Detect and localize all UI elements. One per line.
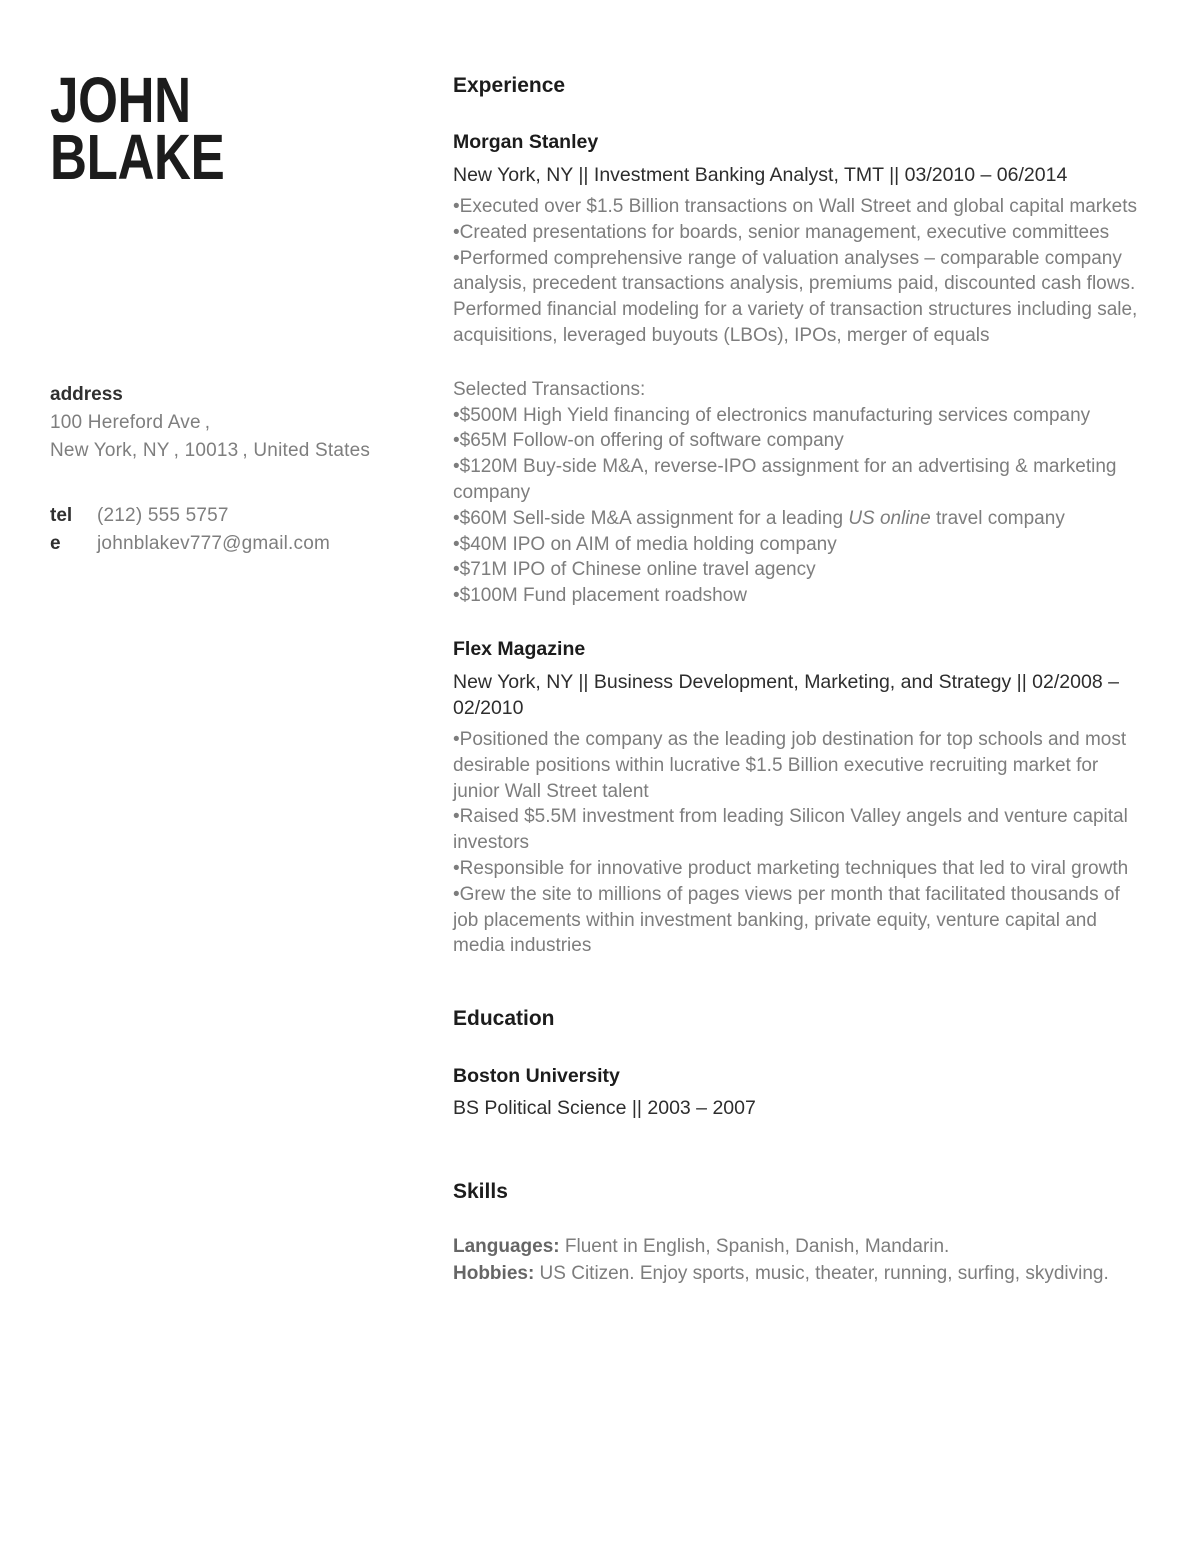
bullet-item: • $120M Buy-side M&A, reverse-IPO assignment for an advertising & marketing company	[453, 454, 1143, 506]
address-line-1: 100 Hereford Ave ,	[50, 412, 211, 433]
hobbies-line	[453, 1261, 1143, 1288]
bullet-item: • $65M Follow-on offering of software company	[453, 428, 1143, 454]
email-value: johnblakev777@gmail.com	[97, 533, 331, 554]
company-name: Morgan Stanley	[453, 131, 599, 153]
bullet-list	[453, 194, 1143, 349]
bullet-item: • Created presentations for boards, senior management, executive committees	[453, 220, 1143, 246]
transactions-bullet-list	[453, 403, 1143, 609]
school-name: Boston University	[453, 1065, 620, 1088]
bullet-list	[453, 727, 1143, 959]
address-label: address	[50, 384, 123, 405]
company-name: Flex Magazine	[453, 637, 586, 660]
first-name: JOHN	[50, 64, 191, 136]
hobbies-value: US Citizen. Enjoy sports, music, theater, running, surfing, skydiving.	[534, 1262, 1109, 1284]
bullet-item: • $500M High Yield financing of electronics manufacturing services company	[453, 403, 1143, 429]
job-entry-flex-magazine	[453, 636, 1143, 959]
last-name: BLAKE	[50, 121, 225, 193]
bullet-item: • Executed over $1.5 Billion transactions on Wall Street and global capital markets	[453, 194, 1143, 220]
phone-row	[50, 502, 420, 530]
contact-rows	[50, 502, 420, 558]
languages-line	[453, 1234, 1143, 1261]
bullet-item: • Positioned the company as the leading job destination for top schools and most desirable positions within lucrative $1.5 Billion executive recruiting market for junior Wall Street talent	[453, 727, 1143, 804]
bullet-item: • $100M Fund placement roadshow	[453, 583, 1143, 609]
address-line-2: New York, NY , 10013 , United States	[50, 440, 371, 461]
job-entry-morgan-stanley	[453, 129, 1143, 609]
job-meta: New York, NY || Investment Banking Analyst, TMT || 03/2010 – 06/2014	[453, 164, 1068, 186]
phone-label: tel	[50, 505, 73, 526]
education-entry	[453, 1063, 1143, 1121]
bullet-item: • $60M Sell-side M&A assignment for a leading US online travel company	[453, 506, 1143, 532]
phone-value: (212) 555 5757	[97, 505, 229, 526]
bullet-item: • Performed comprehensive range of valuation analyses – comparable company analysis, precedent transactions analysis, premiums paid, discounted cash flows. Performed financial modeling for a variety of transaction structures including sale, acquisitions, leveraged buyouts (LBOs), IPOs, merger of equals	[453, 246, 1143, 349]
languages-label: Languages:	[453, 1236, 560, 1258]
bullet-item: • $40M IPO on AIM of media holding company	[453, 532, 1143, 558]
job-meta: New York, NY || Business Development, Marketing, and Strategy || 02/2008 – 02/2010	[453, 670, 1119, 719]
sidebar	[50, 0, 420, 558]
email-row	[50, 530, 420, 558]
bullet-item: • Responsible for innovative product marketing techniques that led to viral growth	[453, 856, 1143, 882]
experience-heading: Experience	[453, 74, 566, 97]
selected-transactions-heading: Selected Transactions:	[453, 378, 646, 400]
skills-block	[453, 1234, 1143, 1287]
education-heading: Education	[453, 1007, 555, 1031]
skills-heading: Skills	[453, 1180, 508, 1204]
bullet-item: • Raised $5.5M investment from leading Silicon Valley angels and venture capital investors	[453, 804, 1143, 856]
candidate-name	[50, 64, 346, 193]
contact-info	[50, 381, 420, 558]
bullet-item: • Grew the site to millions of pages views per month that facilitated thousands of job placements within investment banking, private equity, venture capital and media industries	[453, 882, 1143, 959]
hobbies-label: Hobbies:	[453, 1262, 535, 1284]
degree-meta: BS Political Science || 2003 – 2007	[453, 1097, 756, 1120]
languages-value: Fluent in English, Spanish, Danish, Mandarin.	[559, 1236, 950, 1258]
bullet-item: • $71M IPO of Chinese online travel agency	[453, 557, 1143, 583]
email-label: e	[50, 533, 61, 554]
main-content	[453, 0, 1143, 1287]
